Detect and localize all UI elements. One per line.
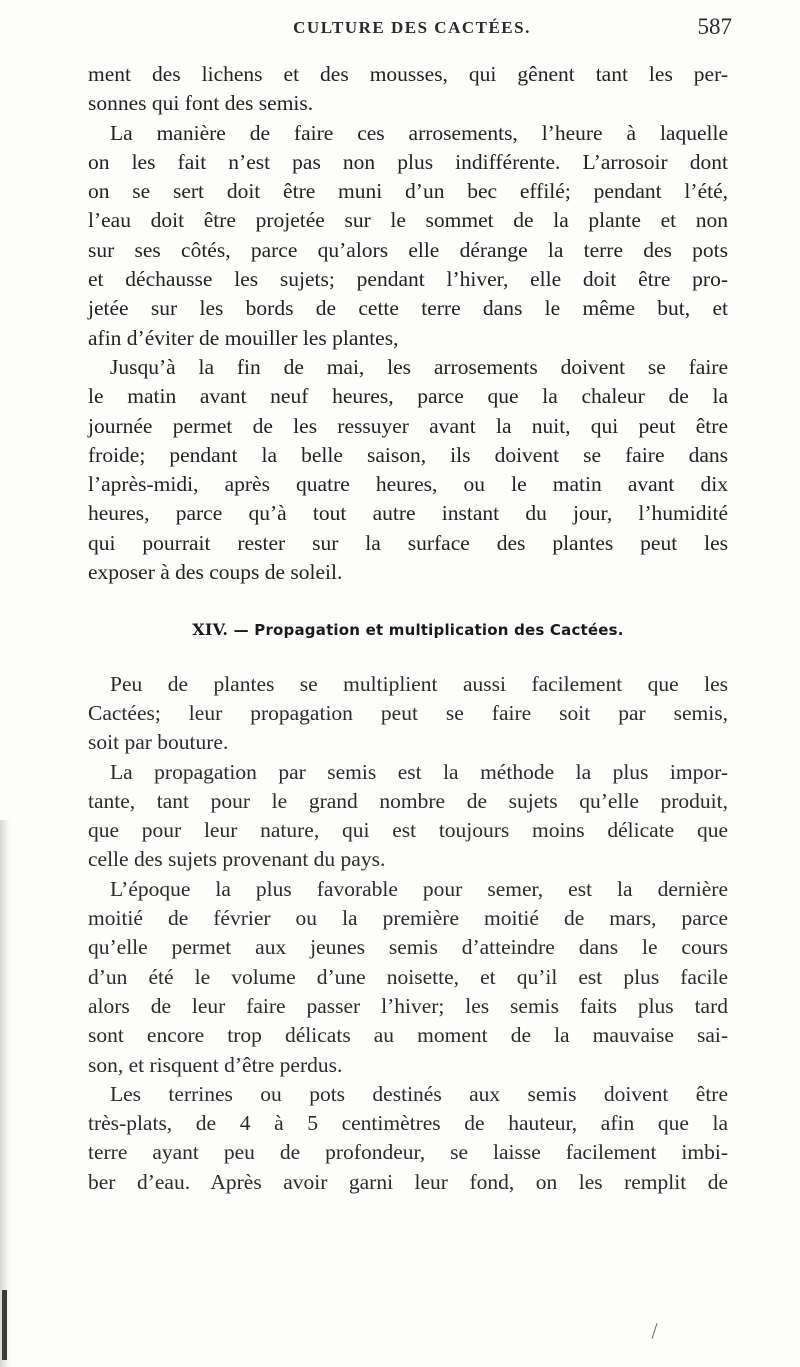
text-line: d’un été le volume d’une noisette, et qu’il est plus facile	[88, 964, 728, 989]
text-line: l’eau doit être projetée sur le sommet de la plante et non	[88, 208, 728, 233]
text-line: sonnes qui font des semis.	[88, 91, 314, 116]
section-dash: —	[233, 621, 249, 640]
page-edge-shadow	[0, 820, 10, 1367]
text-line: qui pourrait rester sur la surface des plantes peut les	[88, 530, 728, 555]
text-line: Peu de plantes se multiplient aussi facilement que les	[110, 671, 728, 696]
text-line: journée permet de les ressuyer avant la nuit, qui peut être	[88, 413, 728, 438]
text-line: moitié de février ou la première moitié de mars, parce	[88, 906, 728, 931]
section-body	[88, 670, 728, 1197]
text-line: terre ayant peu de profondeur, se laisse facilement imbi-	[88, 1140, 728, 1165]
text-line: on se sert doit être muni d’un bec effilé; pendant l’été,	[88, 179, 728, 204]
text-line: son, et risquent d’être perdus.	[88, 1052, 343, 1077]
text-line: ber d’eau. Après avoir garni leur fond, on les remplit de	[88, 1169, 728, 1194]
section-heading	[88, 615, 728, 645]
paragraph	[88, 758, 728, 875]
text-line: Les terrines ou pots destinés aux semis doivent être	[110, 1081, 728, 1106]
paragraph	[88, 875, 728, 1080]
text-line: sur ses côtés, parce qu’alors elle dérange la terre des pots	[88, 237, 728, 262]
paragraph	[88, 1080, 728, 1197]
text-line: celle des sujets provenant du pays.	[88, 847, 386, 872]
text-line: exposer à des coups de soleil.	[88, 560, 343, 585]
text-line: tante, tant pour le grand nombre de sujets qu’elle produit,	[88, 788, 728, 813]
text-line: que pour leur nature, qui est toujours moins délicate que	[88, 818, 728, 843]
text-line: le matin avant neuf heures, parce que la chaleur de la	[88, 384, 728, 409]
text-line: afin d’éviter de mouiller les plantes,	[88, 325, 399, 350]
section-number: XIV.	[192, 620, 229, 640]
text-line: La manière de faire ces arrosements, l’heure à laquelle	[110, 120, 728, 145]
text-line: sont encore trop délicats au moment de la mauvaise sai-	[88, 1023, 728, 1048]
running-head	[92, 14, 732, 48]
text-line: soit par bouture.	[88, 730, 229, 755]
text-line: Jusqu’à la fin de mai, les arrosements doivent se faire	[110, 354, 728, 379]
text-line: l’après-midi, après quatre heures, ou le matin avant dix	[88, 472, 728, 497]
text-line: jetée sur les bords de cette terre dans le même but, et	[88, 296, 728, 321]
text-line: qu’elle permet aux jeunes semis d’atteindre dans le cours	[88, 935, 728, 960]
stray-ink-mark	[652, 1323, 658, 1339]
running-title: CULTURE DES CACTÉES.	[293, 18, 531, 37]
text-line: on les fait n’est pas non plus indifférente. L’arrosoir dont	[88, 149, 728, 174]
page-number: 587	[697, 14, 732, 39]
text-line: La propagation par semis est la méthode la plus impor-	[110, 759, 728, 784]
text-line: L’époque la plus favorable pour semer, est la dernière	[110, 876, 728, 901]
text-line: et déchausse les sujets; pendant l’hiver, elle doit être pro-	[88, 267, 728, 292]
text-line: très-plats, de 4 à 5 centimètres de hauteur, afin que la	[88, 1111, 728, 1136]
paragraph	[88, 670, 728, 758]
paragraph	[88, 60, 728, 119]
paragraph	[88, 119, 728, 353]
text-line: froide; pendant la belle saison, ils doivent se faire dans	[88, 442, 728, 467]
text-line: ment des lichens et des mousses, qui gênent tant les per-	[88, 62, 728, 86]
binding-edge-mark	[2, 1290, 7, 1360]
text-line: Cactées; leur propagation peut se faire soit par semis,	[88, 700, 728, 725]
text-line: heures, parce qu’à tout autre instant du jour, l’humidité	[88, 501, 728, 526]
body-text	[88, 60, 728, 1197]
paragraph	[88, 353, 728, 587]
text-line: alors de leur faire passer l’hiver; les semis faits plus tard	[88, 993, 728, 1018]
section-title: Propagation et multiplication des Cactées.	[254, 621, 624, 640]
